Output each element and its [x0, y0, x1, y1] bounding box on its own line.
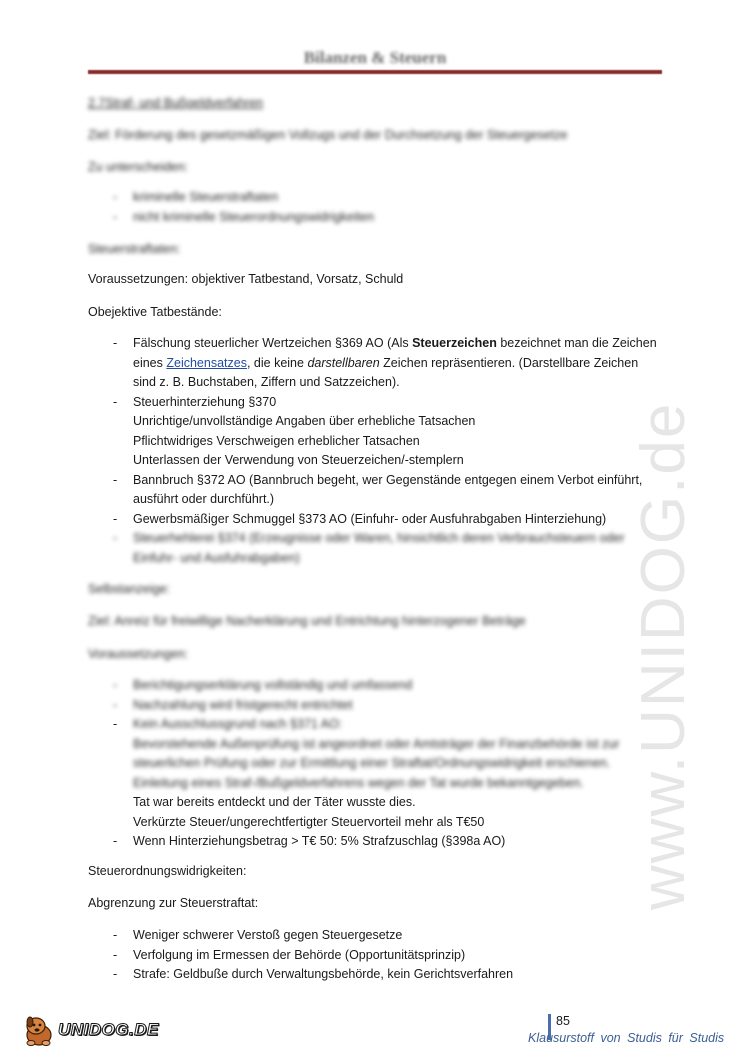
distinguish-list [113, 188, 374, 227]
item-line: Unterlassen der Verwendung von Steuerzeichen/-stemplern [133, 453, 464, 467]
list-item: - Wenn Hinterziehungsbetrag > T€ 50: 5% Strafzuschlag (§398a AO) [113, 832, 619, 852]
item-line: - Gewerbsmäßiger Schmuggel §373 AO (Einfuhr- oder Ausfuhrabgaben Hinterziehung) [133, 511, 607, 526]
item-line: ausführt oder durchführt.) [133, 492, 275, 506]
delimitation-label: Abgrenzung zur Steuerstraftat: [88, 896, 259, 910]
footer-logo[interactable] [22, 1010, 162, 1050]
list-item: - Weniger schwerer Verstoß gegen Steuergesetze [113, 926, 513, 946]
item-text: , die keine [246, 355, 308, 370]
list-item: - nicht kriminelle Steuerordnungswidrigkeiten [113, 208, 374, 228]
item-line: Einfuhr- und Ausfuhrabgaben) [133, 550, 300, 565]
dog-mascot-icon [22, 1013, 56, 1047]
zeichensatz-link[interactable]: Zeichensatzes [166, 355, 247, 370]
item-term: darstellbaren [307, 355, 380, 370]
item-line [133, 334, 657, 354]
section-heading: 2.7Straf- und Bußgeldverfahren [88, 96, 264, 110]
offenses-label: Steuerstraftaten: [88, 242, 181, 256]
item-term: Steuerzeichen [412, 336, 497, 350]
item-line: Bevorstehende Außenprüfung ist angeordnet oder Amtsträger der Finanzbehörde ist zur [133, 736, 620, 751]
list-item: - Nachzahlung wird fristgerecht entrichtet [113, 696, 619, 716]
section-goal: Ziel: Förderung des gesetzmäßigen Vollzugs und der Durchsetzung der Steuergesetze [88, 128, 568, 142]
page-number: 85 [556, 1014, 570, 1028]
logo-text: UNIDOG.DE [58, 1020, 159, 1039]
item-line: - Kein Ausschlussgrund nach §371 AO: [133, 717, 343, 731]
self-report-label: Selbstanzeige: [88, 582, 171, 596]
list-item [113, 715, 619, 832]
list-item [113, 471, 657, 510]
self-report-goal: Ziel: Anreiz für freiwillige Nacherklärung und Entrichtung hinterzogener Beträge [88, 614, 526, 628]
item-line: - Steuerhehlerei §374 (Erzeugnisse oder Waren, hinsichtlich deren Verbrauchsteuern oder [133, 531, 625, 545]
item-text: Zeichen repräsentieren. (Darstellbare Zeichen [379, 355, 639, 370]
item-line: Tat war bereits entdeckt und der Täter wusste dies. [133, 795, 416, 809]
list-item: - Strafe: Geldbuße durch Verwaltungsbehörde, kein Gerichtsverfahren [113, 965, 513, 985]
list-item: - kriminelle Steuerstraftaten [113, 188, 374, 208]
item-line: - Bannbruch §372 AO (Bannbruch begeht, wer Gegenstände entgegen einem Verbot einführt, [133, 472, 643, 487]
list-item: - Berichtigungserklärung vollständig und umfassend [113, 676, 619, 696]
item-text: eines [133, 355, 167, 370]
footer-tagline: Klausurstoff von Studis für Studis [528, 1031, 725, 1045]
self-report-list [113, 676, 619, 852]
item-line: - Steuerhinterziehung §370 [133, 394, 277, 409]
violations-label: Steuerordnungswidrigkeiten: [88, 864, 247, 878]
objective-list [113, 334, 657, 568]
item-text: Fälschung steuerlicher Wertzeichen §369 AO (Als [133, 336, 413, 350]
list-item [113, 393, 657, 471]
item-line: Pflichtwidriges Verschweigen erheblicher Tatsachen [133, 433, 420, 448]
list-item: - Verfolgung im Ermessen der Behörde (Opportunitätsprinzip) [113, 946, 513, 966]
item-line [133, 354, 657, 374]
distinguish-label: Zu unterscheiden: [88, 160, 189, 174]
self-report-requirements-label: Voraussetzungen: [88, 647, 189, 661]
requirements-text: Voraussetzungen: objektiver Tatbestand, Vorsatz, Schuld [88, 272, 404, 286]
watermark: www.UNIDOG.de [629, 401, 698, 910]
page-header-title: Bilanzen & Steuern [303, 48, 447, 67]
header-divider [88, 70, 662, 74]
item-line: Einleitung eines Straf-/Bußgeldverfahrens wegen der Tat wurde bekanntgegeben. [133, 775, 584, 790]
item-text: bezeichnet man die Zeichen [496, 336, 657, 350]
list-item [113, 529, 657, 568]
item-line: steuerlichen Prüfung oder zur Ermittlung einer Straftat/Ordnungswidrigkeit erschienen. [133, 756, 611, 770]
list-item [113, 334, 657, 393]
item-line: sind z. B. Buchstaben, Ziffern und Satzzeichen). [133, 375, 400, 389]
objective-label: Obejektive Tatbestände: [88, 305, 222, 319]
list-item [113, 510, 657, 530]
delimitation-list [113, 926, 513, 985]
item-line: Verkürzte Steuer/ungerechtfertigter Steuervorteil mehr als T€50 [133, 814, 485, 829]
item-line: Unrichtige/unvollständige Angaben über erhebliche Tatsachen [133, 414, 476, 428]
